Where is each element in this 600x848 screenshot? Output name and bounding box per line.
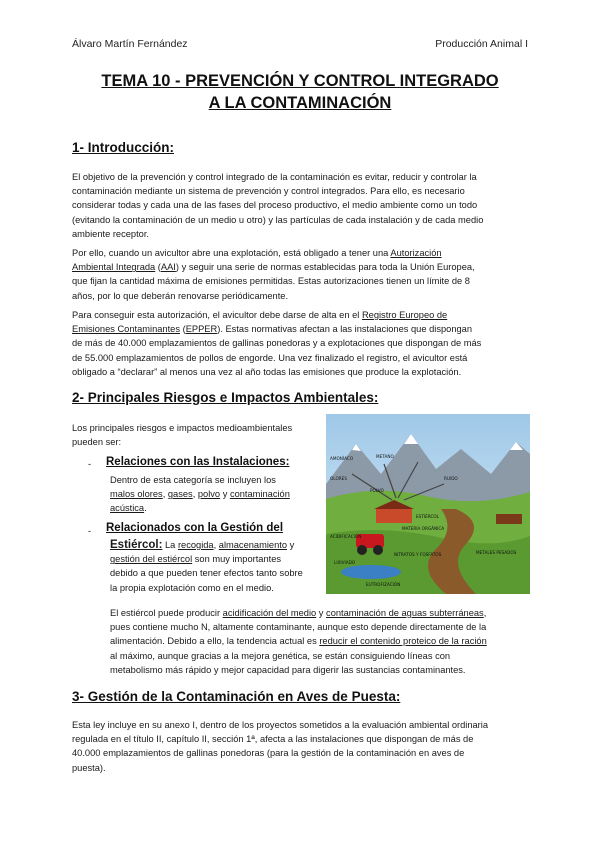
text: son muy importantes bbox=[192, 554, 282, 565]
intro-paragraph-2 bbox=[72, 246, 528, 303]
bullet-2-title: Relacionados con la Gestión del bbox=[106, 522, 284, 534]
term-reducir: reducir el contenido proteico de la ración bbox=[319, 636, 487, 647]
term-almacenamiento: almacenamiento bbox=[218, 540, 287, 550]
term-polvo: polvo bbox=[197, 489, 221, 500]
header-author: Álvaro Martín Fernández bbox=[72, 38, 188, 50]
text-line bbox=[110, 634, 530, 648]
text: ) y seguir una serie de normas establecidas para toda la Unión Europea, bbox=[175, 262, 475, 273]
text-line bbox=[110, 606, 530, 620]
text: El estiércol puede producir bbox=[110, 608, 223, 618]
header-subject: Producción Animal I bbox=[435, 38, 528, 50]
text-line bbox=[72, 308, 528, 322]
text-line bbox=[110, 501, 290, 515]
text: alimentación. Debido a ello, la tendencia actual es bbox=[110, 636, 320, 647]
text-line: 40.000 emplazamientos de gallinas ponedoras (para la gestión de la contaminación en aves de bbox=[72, 748, 465, 759]
text-line: Los principales riesgos e impactos medioambientales bbox=[72, 423, 293, 433]
text: ). Estas normativas afectan a las instalaciones que dispongan bbox=[217, 324, 472, 335]
text-line bbox=[72, 260, 528, 274]
figure-label: AMONÍACO bbox=[330, 456, 354, 461]
text-line: la propia explotación como en el medio. bbox=[110, 582, 274, 593]
bullet-2-title-cont: Estiércol: bbox=[110, 539, 163, 551]
barn bbox=[496, 514, 522, 524]
risks-intro bbox=[72, 421, 312, 449]
tractor-wheel bbox=[373, 545, 383, 555]
registry-term: Registro Europeo de bbox=[361, 310, 448, 320]
section-3-paragraph bbox=[72, 718, 528, 775]
figure-label: POLVO bbox=[370, 488, 384, 493]
term-gestion: gestión del estiércol bbox=[110, 554, 193, 565]
bullet-1-title: Relaciones con las Instalaciones: bbox=[106, 456, 290, 468]
bullet-2-text bbox=[110, 538, 303, 595]
aai-acronym: AAI bbox=[160, 262, 176, 273]
figure-label: ACIDIFICACIÓN bbox=[330, 534, 362, 539]
text: , bbox=[213, 540, 219, 550]
tractor-wheel bbox=[357, 545, 367, 555]
term-contaminacion: contaminación bbox=[229, 489, 290, 500]
text-line bbox=[72, 322, 528, 336]
text-line bbox=[72, 246, 528, 260]
text-line: de más de 40.000 emplazamientos de gallinas ponedoras y a explotaciones que dispongan de más bbox=[72, 338, 482, 349]
text-line: pueden ser: bbox=[72, 437, 122, 448]
water-body bbox=[341, 565, 401, 579]
text: Para conseguir esta autorización, el avicultor debe darse de alta en el bbox=[72, 310, 362, 320]
text-line: obligado a “declarar” al menos una vez al año todas las emisiones que produce la explotación. bbox=[72, 366, 462, 377]
text-line bbox=[110, 538, 303, 552]
text-line: considerar todas y cada una de las fases del proceso productivo, el medio ambiente como un todo bbox=[72, 200, 478, 211]
text: , bbox=[192, 489, 198, 500]
text-line: contaminación mediante un sistema de prevención y control integrados. Para ello, es necesario bbox=[72, 186, 465, 197]
section-1-heading: 1- Introducción: bbox=[72, 140, 174, 155]
text-line: El objetivo de la prevención y control integrado de la contaminación es evitar, reducir y controlar la bbox=[72, 172, 477, 182]
figure-label: EUTROFIZACIÓN bbox=[366, 582, 401, 587]
text-line: puesta). bbox=[72, 762, 106, 773]
aai-term: Autorización bbox=[390, 248, 442, 258]
text-line: debido a que pueden tener efectos tanto sobre bbox=[110, 568, 303, 579]
text: ( bbox=[180, 324, 186, 335]
figure-label: ESTIÉRCOL bbox=[416, 514, 439, 519]
text: . bbox=[144, 503, 147, 514]
page-title bbox=[60, 70, 540, 114]
text: y bbox=[220, 489, 230, 500]
figure-label: LIXIVIADO bbox=[334, 560, 356, 565]
text-line: (evitando la contaminación de un medio u otro) y las partículas de cada instalación y de cada medio bbox=[72, 214, 484, 225]
figure-label: METANO bbox=[376, 454, 394, 459]
text-line: regulada en el título II, capítulo II, sección 1ª, afecta a las instalaciones que dispongan de más de bbox=[72, 734, 474, 745]
text-line: de 55.000 emplazamientos de pollos de engorde. Una vez finalizado el registro, el avicultor está bbox=[72, 352, 468, 363]
farm-building bbox=[376, 509, 412, 523]
intro-paragraph-1 bbox=[72, 170, 528, 241]
text: , bbox=[162, 489, 168, 500]
section-3-heading: 3- Gestión de la Contaminación en Aves de Puesta: bbox=[72, 689, 401, 704]
bullet-1-text bbox=[110, 473, 290, 516]
text-line: al máximo, aunque gracias a la mejora genética, se están consiguiendo líneas con bbox=[110, 650, 451, 661]
term-recogida: recogida bbox=[177, 540, 214, 550]
text: Por ello, cuando un avicultor abre una explotación, está obligado a tener una bbox=[72, 248, 391, 258]
environmental-impacts-illustration bbox=[326, 414, 530, 594]
term-acustica: acústica bbox=[110, 503, 145, 514]
registry-term-cont: Emisiones Contaminantes bbox=[72, 324, 180, 335]
text-line bbox=[110, 552, 303, 566]
bullet-dash: - bbox=[88, 526, 92, 536]
text-line: metabolismo más rápido y mejor capacidad para digerir las sustancias contaminantes. bbox=[110, 664, 466, 675]
text-line: que fijan la cantidad máxima de emisiones permitidas. Estas autorizaciones tienen un límite de 8 bbox=[72, 276, 470, 287]
manure-paragraph bbox=[110, 606, 530, 677]
text: La bbox=[162, 540, 178, 550]
epper-acronym: EPPER bbox=[185, 324, 218, 335]
figure-label: MATERIA ORGÁNICA bbox=[402, 526, 445, 531]
aai-term-cont: Ambiental Integrada bbox=[72, 262, 156, 273]
figure-label: RUIDO bbox=[444, 476, 458, 481]
text-line: pues contiene mucho N, altamente contaminante, aunque esto depende directamente de la bbox=[110, 622, 487, 633]
text: y bbox=[287, 540, 295, 550]
section-2-heading: 2- Principales Riesgos e Impactos Ambientales: bbox=[72, 390, 379, 405]
text-line: Esta ley incluye en su anexo I, dentro de los proyectos sometidos a la evaluación ambiental ordinaria bbox=[72, 720, 489, 730]
text: ( bbox=[155, 262, 161, 273]
text-line: Dentro de esta categoría se incluyen los bbox=[110, 475, 276, 485]
figure-label: METALES PESADOS bbox=[476, 550, 517, 555]
term-acidificacion: acidificación del medio bbox=[222, 608, 317, 618]
text-line: ambiente receptor. bbox=[72, 228, 150, 239]
figure-label: NITRATOS Y FOSFATOS bbox=[394, 552, 442, 557]
text: , bbox=[483, 608, 487, 618]
text-line: años, por lo que deberán renovarse periódicamente. bbox=[72, 290, 289, 301]
term-malos-olores: malos olores bbox=[110, 489, 163, 500]
term-aguas: contaminación de aguas subterráneas bbox=[326, 608, 484, 618]
text: y bbox=[316, 608, 327, 618]
text-line bbox=[110, 487, 290, 501]
title-line-1: TEMA 10 - PREVENCIÓN Y CONTROL INTEGRADO bbox=[101, 72, 499, 90]
title-line-2: A LA CONTAMINACIÓN bbox=[208, 94, 392, 112]
term-gases: gases bbox=[167, 489, 193, 500]
figure-label: OLORES bbox=[330, 476, 347, 481]
intro-paragraph-3 bbox=[72, 308, 528, 379]
bullet-dash: - bbox=[88, 459, 92, 469]
